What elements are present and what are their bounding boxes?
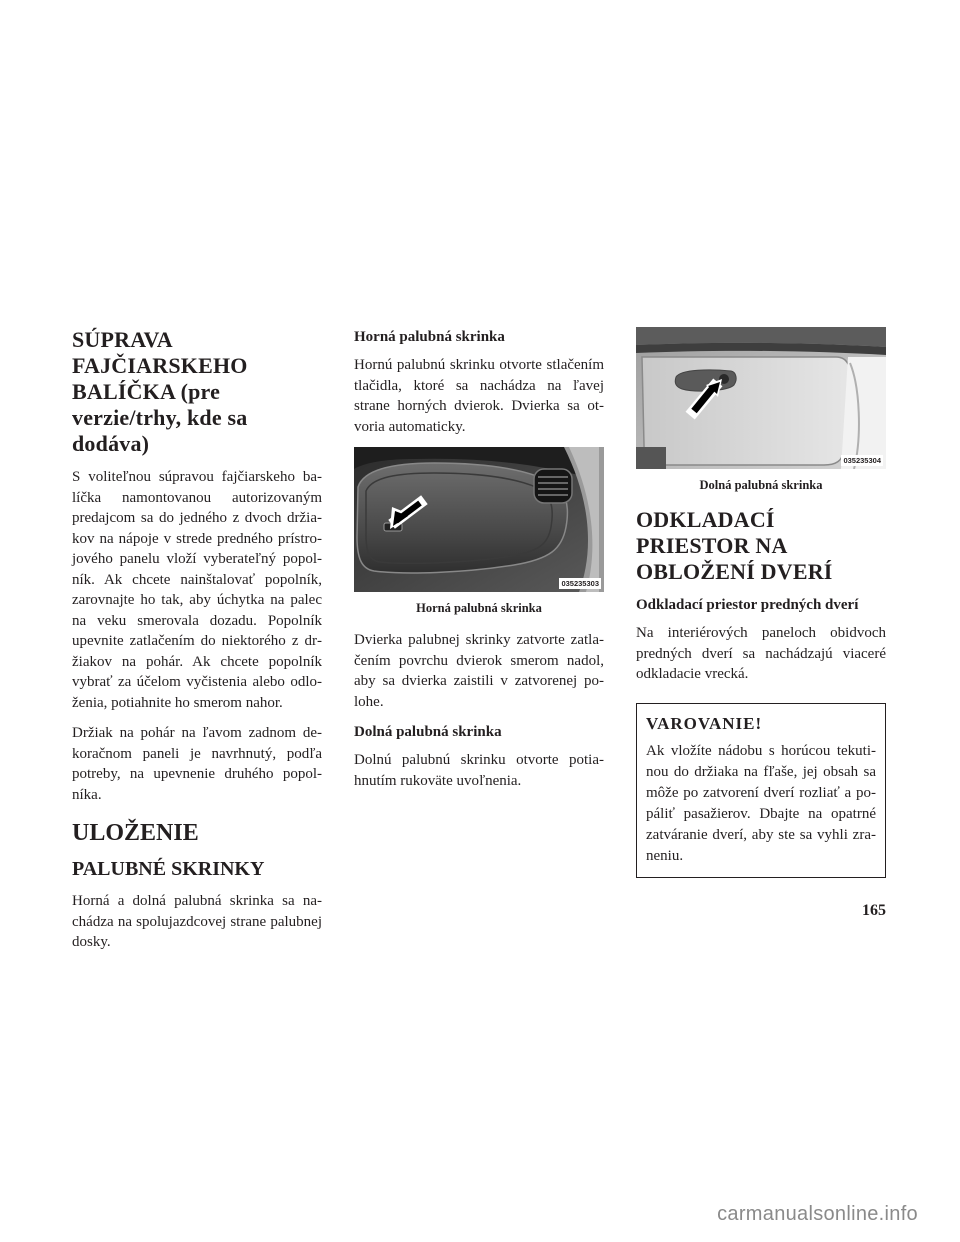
upper-glove-box-figure	[354, 447, 604, 592]
upper-glove-box-close-paragraph: Dvierka palubnej skrinky zatvorte zatlačením povrchu dvierok smerom nadol, aby sa dvierka zaistili v zatvorenej polohe.	[354, 632, 604, 710]
upper-glove-box-open-paragraph: Hornú palubnú skrinku otvorte stlačením tlačidla, ktoré sa nachádza na ľavej strane horných dvierok. Dvierka sa otvoria automaticky.	[354, 357, 604, 435]
figure-id: 035235304	[843, 456, 881, 465]
glove-boxes-paragraph: Horná a dolná palubná skrinka sa nachádza na spolujazdcovej strane palubnej dosky.	[72, 893, 322, 950]
lower-glove-box-illustration	[636, 327, 886, 469]
subheading-upper-glove-box: Horná palubná skrinka	[354, 329, 505, 345]
column-left	[72, 327, 322, 963]
heading-smoking-kit: SÚPRAVA FAJČIARSKEHO BALÍČKA (pre verzie/trhy, kde sa dodáva)	[72, 327, 248, 456]
warning-title: VAROVANIE!	[646, 713, 763, 733]
heading-storage: ULOŽENIE	[72, 820, 199, 846]
column-middle	[354, 327, 604, 801]
door-storage-paragraph: Na interiérových paneloch obidvoch predných dverí sa nachádzajú viaceré odkladacie vrecká.	[636, 625, 886, 682]
watermark: carmanualsonline.info	[717, 1203, 918, 1225]
figure-caption: Dolná palubná skrinka	[699, 478, 823, 492]
figure-caption: Horná palubná skrinka	[416, 601, 542, 615]
column-right	[636, 327, 886, 878]
upper-glove-box-illustration	[354, 447, 604, 592]
warning-box	[636, 703, 886, 878]
cup-holder-paragraph: Držiak na pohár na ľavom zadnom dekoračnom paneli je navrhnutý, podľa potreby, na upevnenie druhého popolníka.	[72, 725, 322, 803]
page-number: 165	[862, 902, 886, 919]
heading-door-storage: ODKLADACÍ PRIESTOR NA OBLOŽENÍ DVERÍ	[636, 507, 833, 584]
smoking-kit-paragraph: S voliteľnou súpravou fajčiarskeho balíčka namontovanou autorizovaným predajcom sa do jedného z dvoch držiakov na nápoje v strede predného prístrojového panelu vloží vyberateľný popolník. Ak chcete nainštalovať popolník, zarovnajte ho tak, aby úchytka na palec na veku smerovala dozadu. Popolník upevnite zatlačením do niektorého z držiakov na pohár. Ak chcete popolník vybrať za účelom vyčistenia alebo odloženia, potiahnite ho smerom nahor.	[72, 469, 322, 711]
heading-glove-boxes: PALUBNÉ SKRINKY	[72, 858, 265, 880]
figure-id: 035235303	[561, 579, 599, 588]
lower-glove-box-paragraph: Dolnú palubnú skrinku otvorte potiahnutím rukoväte uvoľnenia.	[354, 752, 604, 789]
subheading-lower-glove-box: Dolná palubná skrinka	[354, 724, 502, 740]
subheading-front-doors: Odkladací priestor predných dverí	[636, 597, 859, 613]
lower-glove-box-figure	[636, 327, 886, 469]
warning-text: Ak vložíte nádobu s horúcou tekutinou do držiaka na fľaše, jej obsah sa môže po zatvorení dverí rozliať a popáliť pasažierov. Dbajte na opatrné zatváranie dverí, aby ste sa vyhli zraneniu.	[646, 742, 876, 864]
